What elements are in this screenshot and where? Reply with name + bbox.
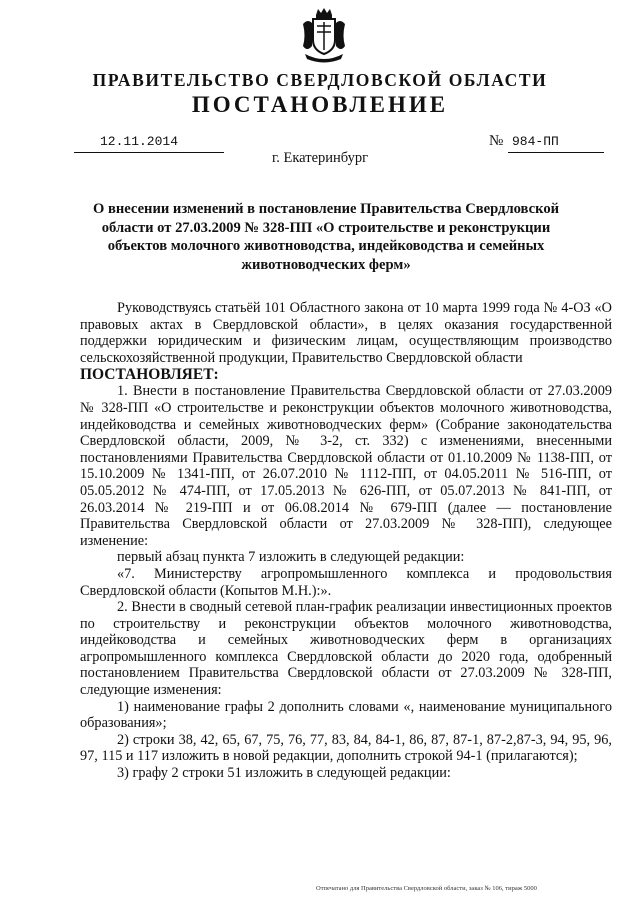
document-heading: О внесении изменений в постановление Правительства Свердловской области от 27.03.2009 № 328-ПП «О строительстве и реконструкции объектов молочного животноводства, индейководства и семейных животноводческих ферм» xyxy=(92,201,560,273)
document-number-value: 984-ПП xyxy=(512,134,559,149)
decree-word: ПОСТАНОВЛЯЕТ: xyxy=(80,366,219,384)
city: г. Екатеринбург xyxy=(271,150,369,166)
preamble: Руководствуясь статьёй 101 Областного закона от 10 марта 1999 года № 4-ОЗ «О правовых актах в Свердловской области», в целях оказания государственной поддержки юридическим и физическим лицам, осуществляющим производство сельскохозяйственной продукции, Правительство Свердловской области xyxy=(80,300,612,366)
item-1: 1. Внести в постановление Правительства Свердловской области от 27.03.2009 № 328-ПП «О строительстве и реконструкции объектов молочного животноводства, индейководства и семейных животноводческих ферм» (Собрание законодательства Свердловской области, 2009, № 3-2, ст. 332) с изменениями, внесенными постановлениями Правительства Свердловской области от 01.10.2009 № 1138-ПП, от 15.10.2009 № 1341-ПП, от 26.07.2010 № 1112-ПП, от 04.05.2011 № 516-ПП, от 05.05.2012 № 474-ПП, от 17.05.2013 № 626-ПП, от 05.07.2013 № 841-ПП, от 26.03.2014 № 219-ПП и от 06.08.2014 № 679-ПП (далее — постановление Правительства Свердловской области от 27.03.2009 № 328-ПП), следующее изменение: xyxy=(80,383,612,549)
number-label: № xyxy=(489,133,504,149)
subitem-3: 3) графу 2 строки 51 изложить в следующей редакции: xyxy=(117,765,451,782)
document-body xyxy=(80,300,612,782)
subitem-1: 1) наименование графы 2 дополнить словами «, наименование муниципального образования»; xyxy=(80,698,612,732)
government-name: ПРАВИТЕЛЬСТВО СВЕРДЛОВСКОЙ ОБЛАСТИ xyxy=(92,70,548,90)
subitem-2: 2) строки 38, 42, 65, 67, 75, 76, 77, 83, 84, 84-1, 86, 87, 87-1, 87-2,87-3, 94, 95, 96, 97, 115 и 117 изложить в новой редакции, дополнить строкой 94-1 (прилагаются); xyxy=(80,731,612,765)
print-footer: Отпечатано для Правительства Свердловской области, заказ № 106, тираж 5000 xyxy=(316,885,537,892)
document-date-value: 12.11.2014 xyxy=(100,134,179,149)
document-type: ПОСТАНОВЛЕНИЕ xyxy=(191,92,449,117)
coat-of-arms-icon xyxy=(299,6,349,64)
item-2: 2. Внести в сводный сетевой план-график реализации инвестиционных проектов по строительству и реконструкции объектов молочного животноводства, индейководства и семейных животноводческих ферм в организациях агропромышленного комплекса Свердловской области до 2020 года, одобренный постановлением Правительства Свердловской области от 27.03.2009 № 328-ПП, следующие изменения: xyxy=(80,599,612,699)
item-1-sub: первый абзац пункта 7 изложить в следующей редакции: xyxy=(117,549,465,566)
item-1-quote: «7. Министерству агропромышленного комплекса и продовольствия Свердловской области (Копытов М.Н.):». xyxy=(80,565,612,599)
